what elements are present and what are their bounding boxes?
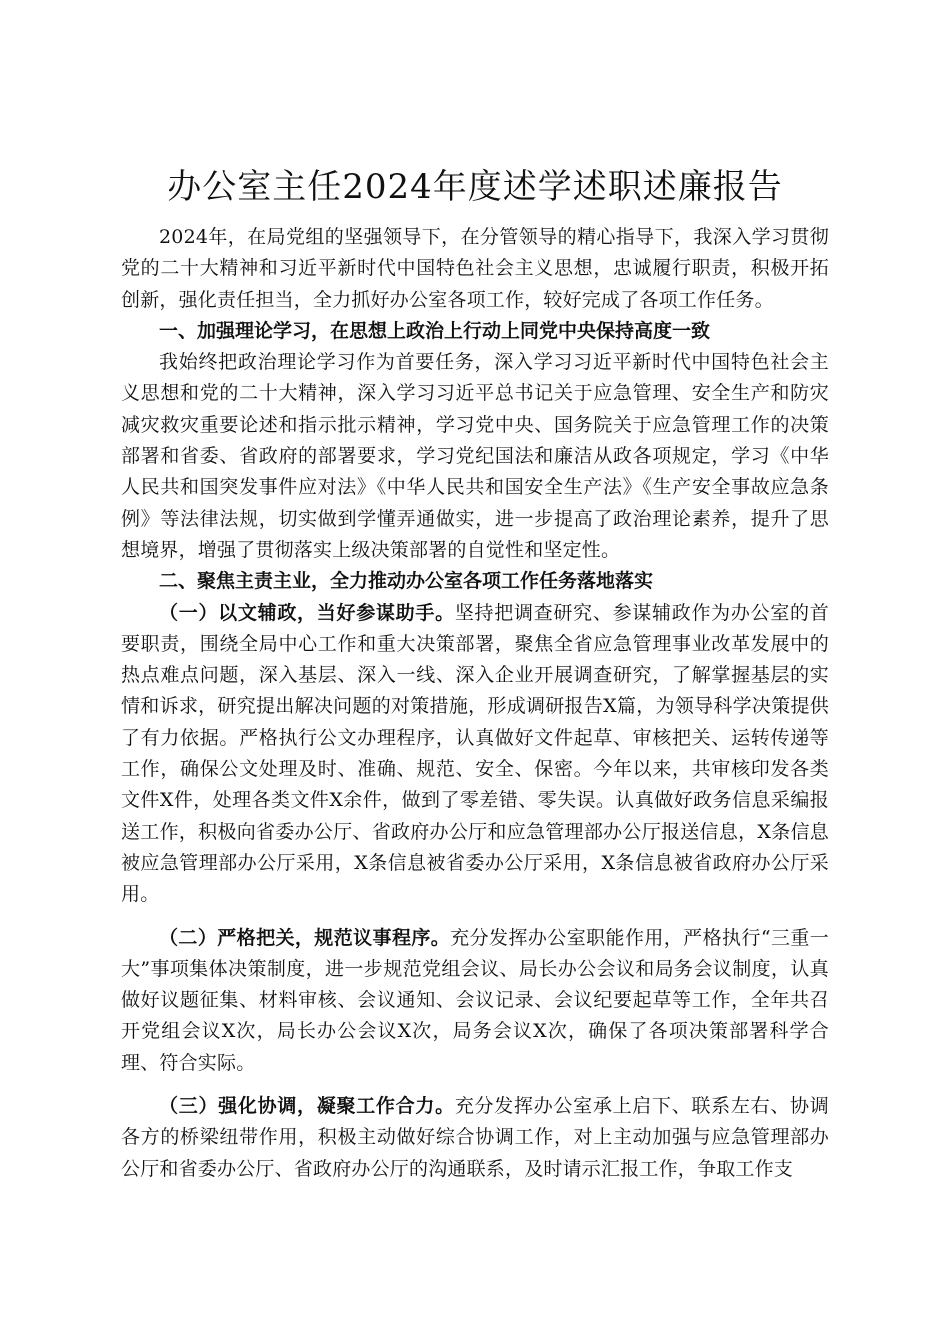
paragraph-gap (121, 1079, 829, 1091)
paragraph-gap (121, 911, 829, 923)
subsection-3-paragraph (121, 1091, 829, 1185)
section-1-heading: 一、加强理论学习，在思想上政治上行动上同党中央保持高度一致 (159, 319, 711, 342)
subsection-1-body: 坚持把调查研究、参谋辅政作为办公室的首要职责，围绕全局中心工作和重大决策部署，聚焦全省应急管理事业改革发展中的热点难点问题，深入基层、深入一线、深入企业开展调查研究，了解掌握基层的实情和诉求，研究提出解决问题的对策措施，形成调研报告X篇，为领导科学决策提供了有力依据。严格执行公文办理程序，认真做好文件起草、审核把关、运转传递等工作，确保公文处理及时、准确、规范、安全、保密。今年以来，共审核印发各类文件X件，处理各类文件X余件，做到了零差错、零失误。认真做好政务信息采编报送工作，积极向省委办公厅、省政府办公厅和应急管理部办公厅报送信息，X条信息被应急管理部办公厅采用，X条信息被省委办公厅采用，X条信息被省政府办公厅采用。 (121, 601, 829, 906)
subsection-2-body: 充分发挥办公室职能作用，严格执行“三重一大”事项集体决策制度，进一步规范党组会议、局长办公会议和局务会议制度，认真做好议题征集、材料审核、会议通知、会议记录、会议纪要起草等工作，全年共召开党组会议X次，局长办公会议X次，局务会议X次，确保了各项决策部署科学合理、符合实际。 (121, 926, 829, 1074)
subsection-1-paragraph (121, 598, 829, 911)
document-body (121, 222, 829, 1185)
subsection-2-lead: （二）严格把关，规范议事程序。 (159, 926, 451, 949)
intro-paragraph: 2024年，在局党组的坚强领导下，在分管领导的精心指导下，我深入学习贯彻党的二十大精神和习近平新时代中国特色社会主义思想，忠诚履行职责，积极开拓创新，强化责任担当，全力抓好办公室各项工作，较好完成了各项工作任务。 (121, 226, 829, 311)
section-1-paragraph: 我始终把政治理论学习作为首要任务，深入学习习近平新时代中国特色社会主义思想和党的二十大精神，深入学习习近平总书记关于应急管理、安全生产和防灾减灾救灾重要论述和指示批示精神，学习党中央、国务院关于应急管理工作的决策部署和省委、省政府的部署要求，学习党纪国法和廉洁从政各项规定，学习《中华人民共和国突发事件应对法》《中华人民共和国安全生产法》《生产安全事故应急条例》等法律法规，切实做到学懂弄通做实，进一步提高了政治理论素养，提升了思想境界，增强了贯彻落实上级决策部署的自觉性和坚定性。 (121, 351, 829, 561)
subsection-1-lead: （一）以文辅政，当好参谋助手。 (159, 601, 455, 624)
subsection-3-body: 充分发挥办公室承上启下、联系左右、协调各方的桥梁纽带作用，积极主动做好综合协调工作，对上主动加强与应急管理部办公厅和省委办公厅、省政府办公厅的沟通联系，及时请示汇报工作，争取工作支 (121, 1095, 829, 1180)
subsection-2-paragraph (121, 923, 829, 1079)
section-2-heading: 二、聚焦主责主业，全力推动办公室各项工作任务落地落实 (159, 570, 654, 593)
subsection-3-lead: （三）强化协调，凝聚工作合力。 (159, 1095, 455, 1118)
document-title: 办公室主任2024年度述学述职述廉报告 (167, 167, 783, 207)
